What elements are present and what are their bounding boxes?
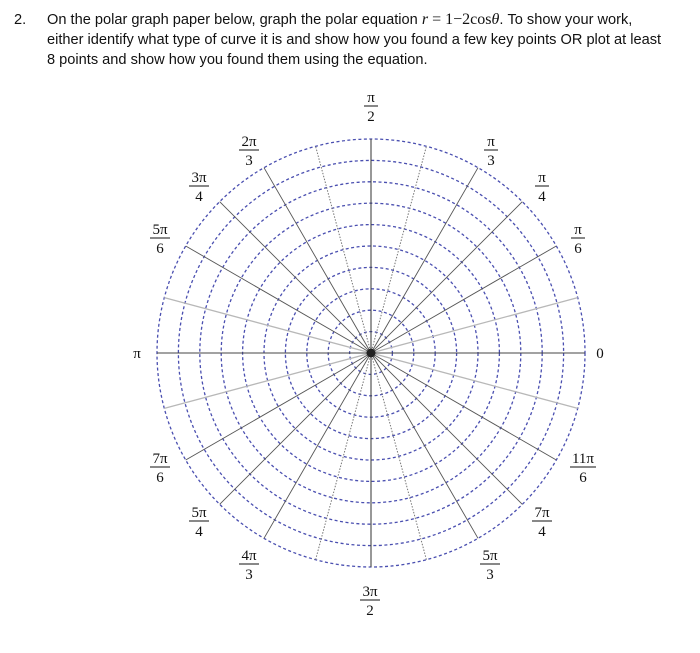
angle-label-5pi-over-3 [480, 548, 500, 583]
angle-label-numerator: π [538, 170, 546, 186]
angle-label-numerator: 5π [152, 222, 168, 238]
angle-label-denominator: 3 [245, 567, 253, 583]
angle-label-numerator: 11π [571, 451, 595, 467]
angle-label-numerator: π [574, 222, 582, 238]
angle-label-3pi-over-4 [189, 170, 209, 205]
polar-spokes [157, 139, 585, 567]
angle-label-numerator: 4π [241, 548, 257, 564]
angle-label-2pi-over-3 [239, 134, 259, 169]
question-line-2: either identify what type of curve it is and show how you found a few key points OR plot at least [47, 32, 662, 48]
angle-label-11pi-over-6 [570, 451, 596, 486]
angle-label-denominator: 4 [538, 524, 546, 540]
angle-label-pi-over-3 [484, 134, 498, 169]
angle-label-numerator: 2π [241, 134, 257, 150]
angle-label-7pi-over-4 [532, 505, 552, 540]
angle-label-pi [133, 346, 141, 362]
question-line1-pre: On the polar graph paper below, graph the polar equation [47, 12, 418, 28]
angle-label-pi-over-4 [535, 170, 549, 205]
angle-label-5pi-over-6 [150, 222, 170, 257]
angle-label-denominator: 6 [156, 470, 164, 486]
angle-label-4pi-over-3 [239, 548, 259, 583]
angle-label-numerator: 3π [362, 584, 378, 600]
angle-label-denominator: 4 [195, 189, 203, 205]
angle-label-denominator: 6 [579, 470, 587, 486]
angle-label-denominator: 4 [195, 524, 203, 540]
angle-label-3pi-over-2 [360, 584, 380, 619]
angle-label-pi-over-6 [571, 222, 585, 257]
angle-label-numerator: π [487, 134, 495, 150]
angle-label-denominator: 2 [367, 109, 375, 125]
angle-label-denominator: 4 [538, 189, 546, 205]
polar-equation: r = 1−2cosθ [421, 11, 500, 28]
angle-label-denominator: 3 [486, 567, 494, 583]
angle-label-numerator: 7π [534, 505, 550, 521]
angle-label-denominator: 3 [245, 153, 253, 169]
angle-label-numerator: 5π [191, 505, 207, 521]
angle-label-numerator: 3π [191, 170, 207, 186]
angle-label-denominator: 6 [156, 241, 164, 257]
angle-label-text: 0 [596, 346, 604, 362]
question-line1-post: . To show your work, [499, 12, 633, 28]
angle-label-5pi-over-4 [189, 505, 209, 540]
angle-label-pi-over-2 [364, 90, 378, 125]
angle-label-denominator: 2 [366, 603, 374, 619]
angle-label-denominator: 6 [574, 241, 582, 257]
angle-label-zero [596, 346, 604, 362]
angle-label-numerator: 7π [152, 451, 168, 467]
angle-label-denominator: 3 [487, 153, 495, 169]
question-number: 2. [14, 12, 27, 28]
question-line-3: 8 points and show how you found them using the equation. [47, 52, 428, 68]
angle-label-numerator: π [367, 90, 375, 106]
origin-point [367, 349, 376, 358]
angle-label-7pi-over-6 [150, 451, 170, 486]
angle-label-text: π [133, 346, 141, 362]
angle-label-numerator: 5π [482, 548, 498, 564]
